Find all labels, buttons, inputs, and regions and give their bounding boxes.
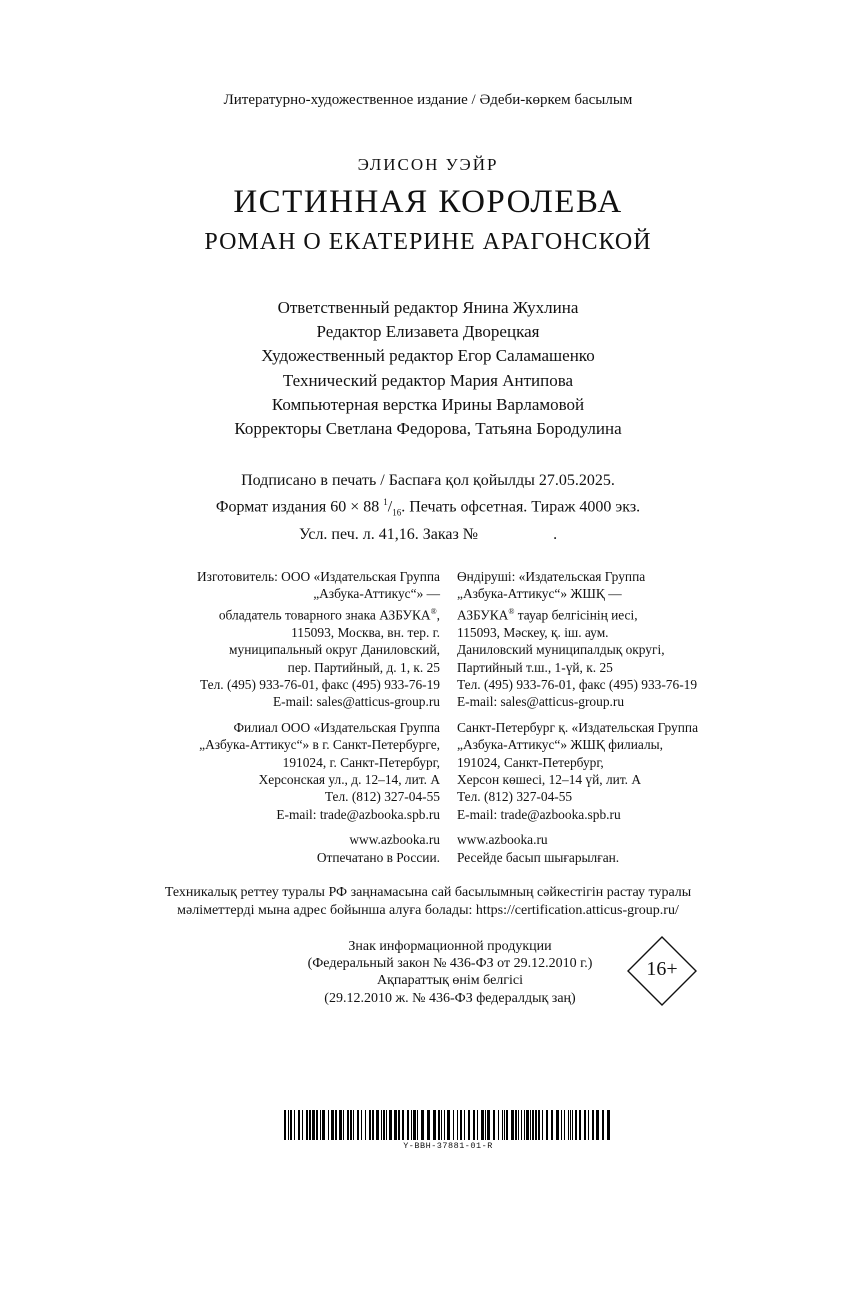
barcode-bar [487, 1110, 490, 1140]
barcode-bar [532, 1110, 534, 1140]
barcode-bar [328, 1110, 329, 1140]
branch-kz-line: E-mail: trade@azbooka.spb.ru [457, 806, 621, 822]
barcode-bar [592, 1110, 594, 1140]
barcode-bar [309, 1110, 311, 1140]
barcode-bar [306, 1110, 308, 1140]
barcode-bar [504, 1110, 505, 1140]
branch-ru-line: Херсонская ул., д. 12–14, лит. А [258, 771, 440, 787]
barcode-bar [556, 1110, 559, 1140]
age-rating-line: Ақпараттық өнім белгісі [376, 973, 524, 989]
barcode-bar [538, 1110, 540, 1140]
barcode-bar [502, 1110, 503, 1140]
signed-date: Подписано в печать / Баспаға қол қойылды 27.05.2025. [241, 472, 615, 489]
barcode-bar [515, 1110, 517, 1140]
manufacturer-kz-line: „Азбука-Аттикус“» ЖШҚ — [457, 586, 622, 602]
manufacturer-kz-line: Даниловский муниципалдық округі, [457, 642, 665, 658]
barcode-bar [506, 1110, 508, 1140]
barcode-bar [511, 1110, 514, 1140]
barcode-bar [518, 1110, 519, 1140]
format-prefix: Формат издания 60 × 88 [215, 497, 380, 515]
trademark-suffix: , [436, 607, 440, 623]
barcode-bar [447, 1110, 450, 1140]
branch-kz-line: Тел. (812) 327-04-55 [457, 789, 573, 805]
manufacturer-ru-line: Изготовитель: ООО «Издательская Группа [197, 569, 440, 584]
book-title: ИСТИННАЯ КОРОЛЕВА [233, 184, 623, 220]
barcode-bar [294, 1110, 295, 1140]
barcode-bar [570, 1110, 571, 1140]
barcode-bar [579, 1110, 581, 1140]
barcode-bar [457, 1110, 458, 1140]
age-rating-label: 16+ [646, 958, 678, 980]
manufacturer-ru [100, 568, 440, 866]
credit-line: Компьютерная верстка Ирины Варламовой [271, 394, 585, 414]
barcode-bar [468, 1110, 470, 1140]
barcode-bar [438, 1110, 440, 1140]
branch-ru-line: Филиал ООО «Издательская Группа [233, 719, 440, 735]
barcode-bar [398, 1110, 400, 1140]
barcode-bar [413, 1110, 416, 1140]
format-fraction-denominator: 16 [392, 507, 402, 518]
manufacturer-ru-line: „Азбука-Аттикус“» — [313, 586, 440, 602]
barcode-bar [320, 1110, 321, 1140]
manufacturer-ru-line: E-mail: sales@atticus-group.ru [272, 694, 440, 710]
age-rating-line: (Федеральный закон № 436-ФЗ от 29.12.2010 г.) [307, 956, 593, 972]
barcode-bar [575, 1110, 577, 1140]
barcode-bar [433, 1110, 436, 1140]
barcode-bar [485, 1110, 486, 1140]
certification-note [0, 884, 856, 920]
barcode-bar [343, 1110, 344, 1140]
barcode-bar [421, 1110, 424, 1140]
barcode-bar [350, 1110, 352, 1140]
branch-kz-line: 191024, Санкт-Петербург, [457, 754, 604, 770]
age-rating-line: (29.12.2010 ж. № 436-ФЗ федералдық заң) [324, 990, 576, 1006]
barcode-bar [381, 1110, 382, 1140]
branch-ru-line: Тел. (812) 327-04-55 [324, 789, 440, 805]
credit-line: Корректоры Светлана Федорова, Татьяна Бородулина [234, 419, 622, 439]
barcode-bar [394, 1110, 397, 1140]
barcode-bar [288, 1110, 289, 1140]
age-rating-info [255, 938, 645, 1007]
barcode-bar [464, 1110, 465, 1140]
barcode-bar [602, 1110, 604, 1140]
website-ru: www.azbooka.ru [349, 832, 440, 848]
barcode-bar [407, 1110, 409, 1140]
barcode-bar [493, 1110, 495, 1140]
print-info [0, 470, 856, 545]
manufacturer-kz-line: Өндіруші: «Издательская Группа [457, 569, 646, 584]
barcode [284, 1110, 612, 1140]
barcode-bar [298, 1110, 300, 1140]
sheets-line [0, 524, 856, 546]
branch-ru-line: E-mail: trade@azbooka.spb.ru [276, 806, 440, 822]
printed-in-ru: Отпечатано в России. [316, 849, 440, 865]
credits-block [0, 296, 856, 441]
barcode-bar [607, 1110, 610, 1140]
trademark-line [457, 603, 777, 624]
registered-mark: ® [430, 606, 437, 616]
manufacturer-ru-line: пер. Партийный, д. 1, к. 25 [287, 659, 440, 675]
barcode-bar [542, 1110, 543, 1140]
printed-in-kz: Ресейде басып шығарылған. [457, 849, 620, 865]
barcode-bar [473, 1110, 475, 1140]
barcode-text: Y-BBH-37881-01-R [403, 1141, 493, 1151]
manufacturer-kz-line: E-mail: sales@atticus-group.ru [457, 694, 625, 710]
manufacturer-ru-line: Тел. (495) 933-76-01, факс (495) 933-76-19 [199, 676, 440, 692]
barcode-bar [535, 1110, 537, 1140]
trademark-text: обладатель товарного знака АЗБУКА [218, 607, 431, 623]
barcode-bar [302, 1110, 303, 1140]
branch-kz-line: „Азбука-Аттикус“» ЖШҚ филиалы, [457, 737, 663, 753]
branch-ru-line: 191024, г. Санкт-Петербург, [282, 754, 440, 770]
credit-line: Редактор Елизавета Дворецкая [316, 322, 540, 342]
barcode-bar [530, 1110, 531, 1140]
barcode-bar [411, 1110, 412, 1140]
trademark-line [100, 603, 440, 624]
manufacturer-ru-line: муниципальный округ Даниловский, [229, 642, 440, 658]
manufacturer-kz-line: Тел. (495) 933-76-01, факс (495) 933-76-19 [457, 676, 698, 692]
barcode-bar [477, 1110, 478, 1140]
barcode-bar [284, 1110, 286, 1140]
format-fraction-numerator: 1 [383, 496, 388, 507]
barcode-bar [453, 1110, 454, 1140]
certification-line: мәліметтерді мына адрес бойынша алуға болады: https://certification.atticus-group.ru/ [177, 903, 679, 918]
barcode-bar [322, 1110, 325, 1140]
barcode-bar [386, 1110, 387, 1140]
barcode-bar [316, 1110, 318, 1140]
format-suffix: . Печать офсетная. Тираж 4000 экз. [401, 497, 641, 515]
age-rating-badge [627, 936, 697, 1006]
barcode-bar [389, 1110, 392, 1140]
website-kz: www.azbooka.ru [457, 832, 548, 848]
branch-ru-line: „Азбука-Аттикус“» в г. Санкт-Петербурге, [199, 737, 440, 753]
barcode-bar [357, 1110, 359, 1140]
barcode-bar [588, 1110, 589, 1140]
branch-kz-line: Санкт-Петербург қ. «Издательская Группа [457, 719, 699, 735]
trademark-suffix: тауар белгісінің иесі, [514, 607, 638, 623]
barcode-bar [524, 1110, 525, 1140]
credit-line: Технический редактор Мария Антипова [282, 370, 574, 390]
format-line [0, 492, 856, 524]
barcode-bar [376, 1110, 379, 1140]
barcode-bar [339, 1110, 342, 1140]
barcode-bar [290, 1110, 292, 1140]
edition-type: Литературно-художественное издание / Әдеби-көркем басылым [223, 92, 633, 108]
manufacturer-kz-line: 115093, Мәскеу, қ. іш. аум. [457, 624, 609, 640]
certification-line: Техникалық реттеу туралы РФ заңнамасына сай басылымның сәйкестігін растау туралы [164, 885, 692, 900]
barcode-bar [365, 1110, 366, 1140]
barcode-bar [353, 1110, 354, 1140]
barcode-bar [417, 1110, 418, 1140]
sheets-text: Усл. печ. л. 41,16. Заказ № [298, 525, 479, 543]
barcode-bar [312, 1110, 315, 1140]
barcode-bar [546, 1110, 548, 1140]
barcode-bar [521, 1110, 522, 1140]
manufacturer-ru-line: 115093, Москва, вн. тер. г. [291, 624, 440, 640]
order-end: . [553, 525, 558, 543]
barcode-bar [584, 1110, 586, 1140]
barcode-bar [347, 1110, 349, 1140]
barcode-bar [551, 1110, 553, 1140]
trademark-text: АЗБУКА [457, 607, 509, 623]
credit-line: Ответственный редактор Янина Жухлина [277, 298, 579, 317]
barcode-bar [369, 1110, 371, 1140]
book-subtitle: РОМАН О ЕКАТЕРИНЕ АРАГОНСКОЙ [204, 229, 652, 255]
barcode-bar [335, 1110, 337, 1140]
format-fraction-separator: / [387, 497, 393, 515]
barcode-bar [564, 1110, 565, 1140]
barcode-bar [441, 1110, 442, 1140]
barcode-bar [331, 1110, 334, 1140]
barcode-bar [460, 1110, 462, 1140]
barcode-bar [568, 1110, 569, 1140]
barcode-bar [402, 1110, 404, 1140]
manufacturer-kz-line: Партийный т.ш., 1-үй, к. 25 [457, 659, 613, 675]
barcode-bar [444, 1110, 445, 1140]
manufacturer-kz [457, 568, 777, 866]
barcode-bar [498, 1110, 499, 1140]
credit-line: Художественный редактор Егор Саламашенко [261, 346, 595, 366]
registered-mark: ® [508, 606, 515, 616]
branch-kz-line: Херсон көшесі, 12–14 үй, лит. А [457, 771, 642, 787]
barcode-bar [427, 1110, 430, 1140]
barcode-bar [383, 1110, 385, 1140]
barcode-bar [481, 1110, 484, 1140]
author-name: ЭЛИСОН УЭЙР [357, 155, 499, 174]
barcode-bar [572, 1110, 573, 1140]
barcode-bar [596, 1110, 599, 1140]
barcode-bar [372, 1110, 374, 1140]
barcode-bar [561, 1110, 562, 1140]
age-rating-line: Знак информационной продукции [348, 939, 552, 954]
barcode-bar [361, 1110, 362, 1140]
barcode-bar [526, 1110, 529, 1140]
